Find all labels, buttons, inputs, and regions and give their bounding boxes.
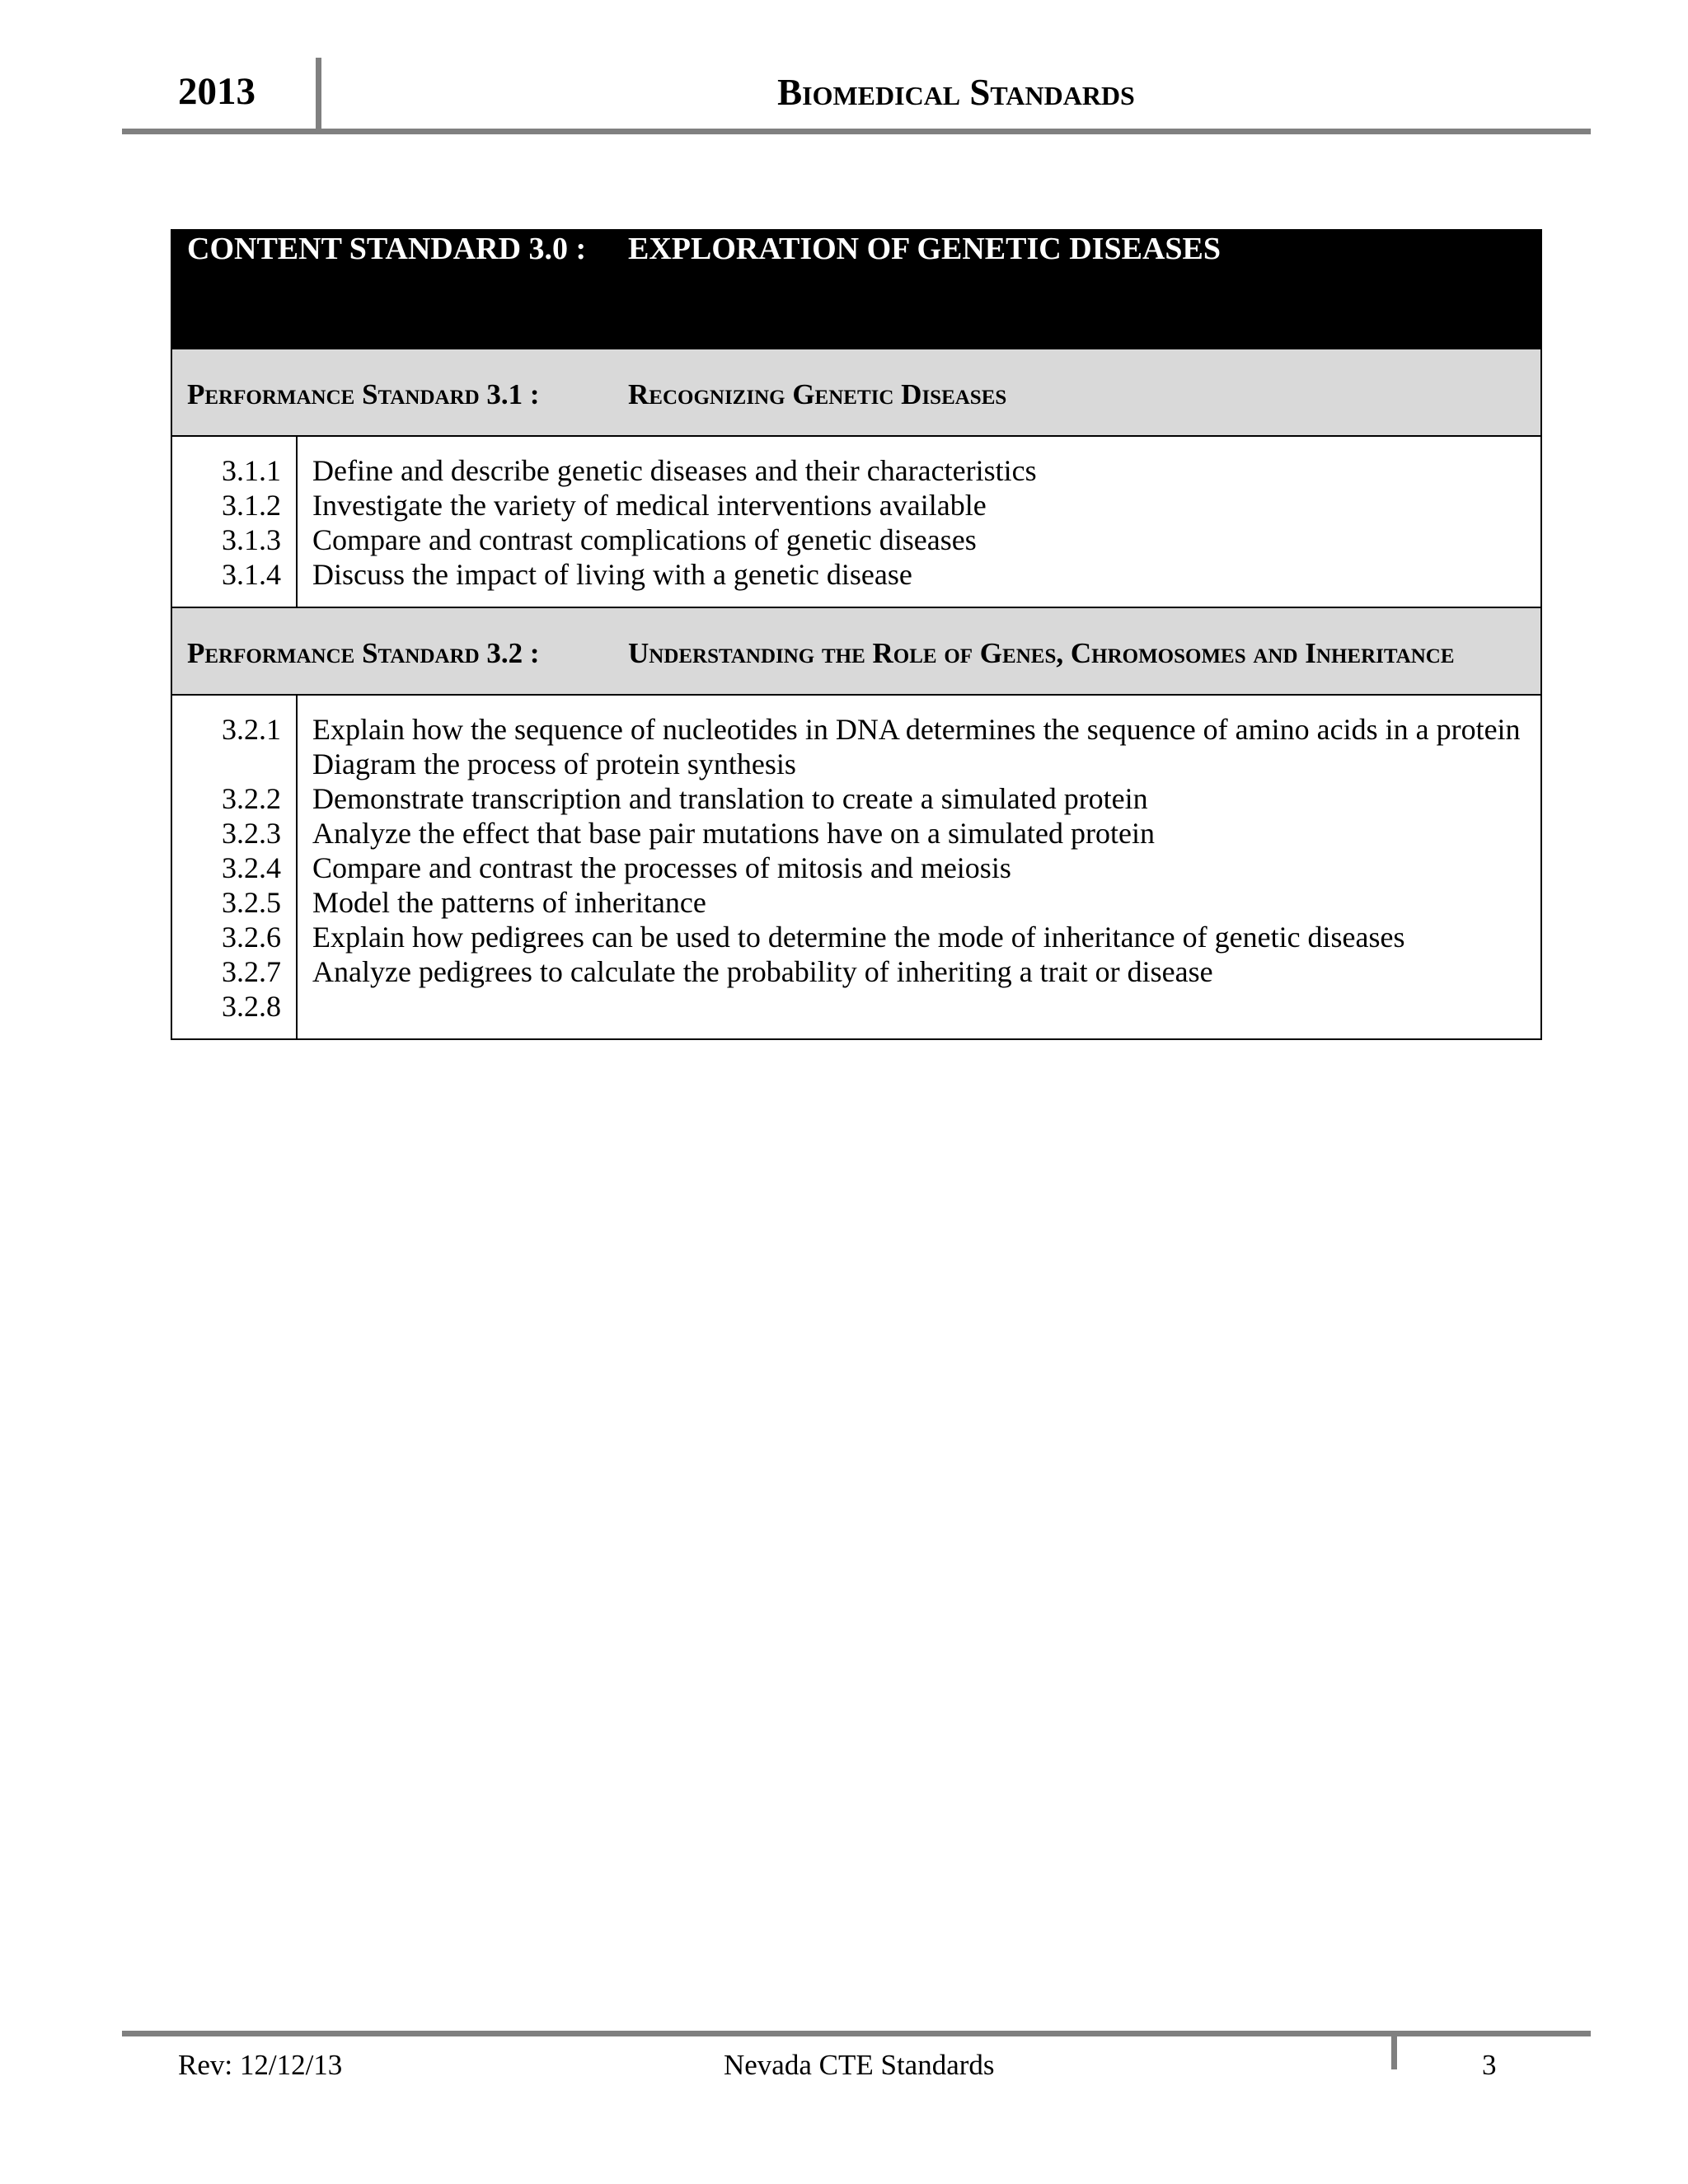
item-number: 3.1.2: [222, 489, 281, 522]
item-text: Analyze pedigrees to calculate the probability of inheriting a trait or disease: [312, 955, 1213, 988]
performance-items-row: [171, 436, 1541, 607]
content-standard-label: CONTENT STANDARD 3.0 :: [187, 232, 587, 266]
item-numbers-cell: [171, 695, 297, 1039]
item-text: Diagram the process of protein synthesis: [312, 748, 796, 780]
item-text: Define and describe genetic diseases and their characteristics: [312, 454, 1037, 487]
item-number: 3.2.1: [222, 713, 281, 746]
header-divider: [316, 58, 321, 129]
item-number: 3.2.2: [222, 782, 281, 815]
performance-standard-label: Performance Standard 3.2 :: [187, 637, 540, 669]
footer-source: Nevada CTE Standards: [724, 2049, 995, 2081]
header-title: Biomedical Standards: [777, 72, 1135, 113]
item-text: Explain how pedigrees can be used to determine the mode of inheritance of genetic diseases: [312, 921, 1405, 954]
standards-table: [171, 229, 1542, 1040]
page-header: [122, 58, 1591, 134]
footer-rule: [122, 2031, 1591, 2036]
performance-items-row: [171, 695, 1541, 1039]
content-standard-row: [171, 230, 1541, 349]
item-number: 3.1.3: [222, 523, 281, 556]
performance-standard-row: [171, 607, 1541, 695]
footer-revision: Rev: 12/12/13: [178, 2049, 343, 2081]
item-number: 3.2.5: [222, 886, 281, 919]
item-text: Compare and contrast complications of genetic diseases: [312, 523, 977, 556]
item-text: Demonstrate transcription and translation to create a simulated protein: [312, 782, 1148, 815]
item-numbers-cell: [171, 436, 297, 607]
item-number: 3.2.4: [222, 851, 281, 884]
item-text: Model the patterns of inheritance: [312, 886, 706, 919]
content-standard-title: EXPLORATION OF GENETIC DISEASES: [628, 232, 1221, 266]
item-texts-cell: [297, 436, 1541, 607]
header-rule: [122, 129, 1591, 134]
header-year: 2013: [178, 70, 256, 113]
item-text: Analyze the effect that base pair mutations have on a simulated protein: [312, 817, 1155, 850]
item-text: Investigate the variety of medical interventions available: [312, 489, 987, 522]
item-number: 3.2.8: [222, 990, 281, 1023]
item-texts-cell: [297, 695, 1541, 1039]
item-number: 3.1.4: [222, 558, 281, 591]
performance-standard-label: Performance Standard 3.1 :: [187, 378, 540, 410]
performance-standard-row: [171, 349, 1541, 436]
item-text: Discuss the impact of living with a genetic disease: [312, 558, 912, 591]
item-number: 3.1.1: [222, 454, 281, 487]
item-number: 3.2.7: [222, 955, 281, 988]
footer-divider: [1391, 2036, 1397, 2069]
item-number: 3.2.3: [222, 817, 281, 850]
page-footer: [122, 2031, 1591, 2080]
item-number: 3.2.6: [222, 921, 281, 954]
performance-standard-title: Understanding the Role of Genes, Chromosomes and Inheritance: [628, 637, 1455, 669]
page-number: 3: [1482, 2049, 1497, 2081]
performance-standard-title: Recognizing Genetic Diseases: [628, 378, 1007, 410]
item-text: Explain how the sequence of nucleotides in DNA determines the sequence of amino acids in a protein: [312, 713, 1521, 746]
item-text: Compare and contrast the processes of mitosis and meiosis: [312, 851, 1011, 884]
